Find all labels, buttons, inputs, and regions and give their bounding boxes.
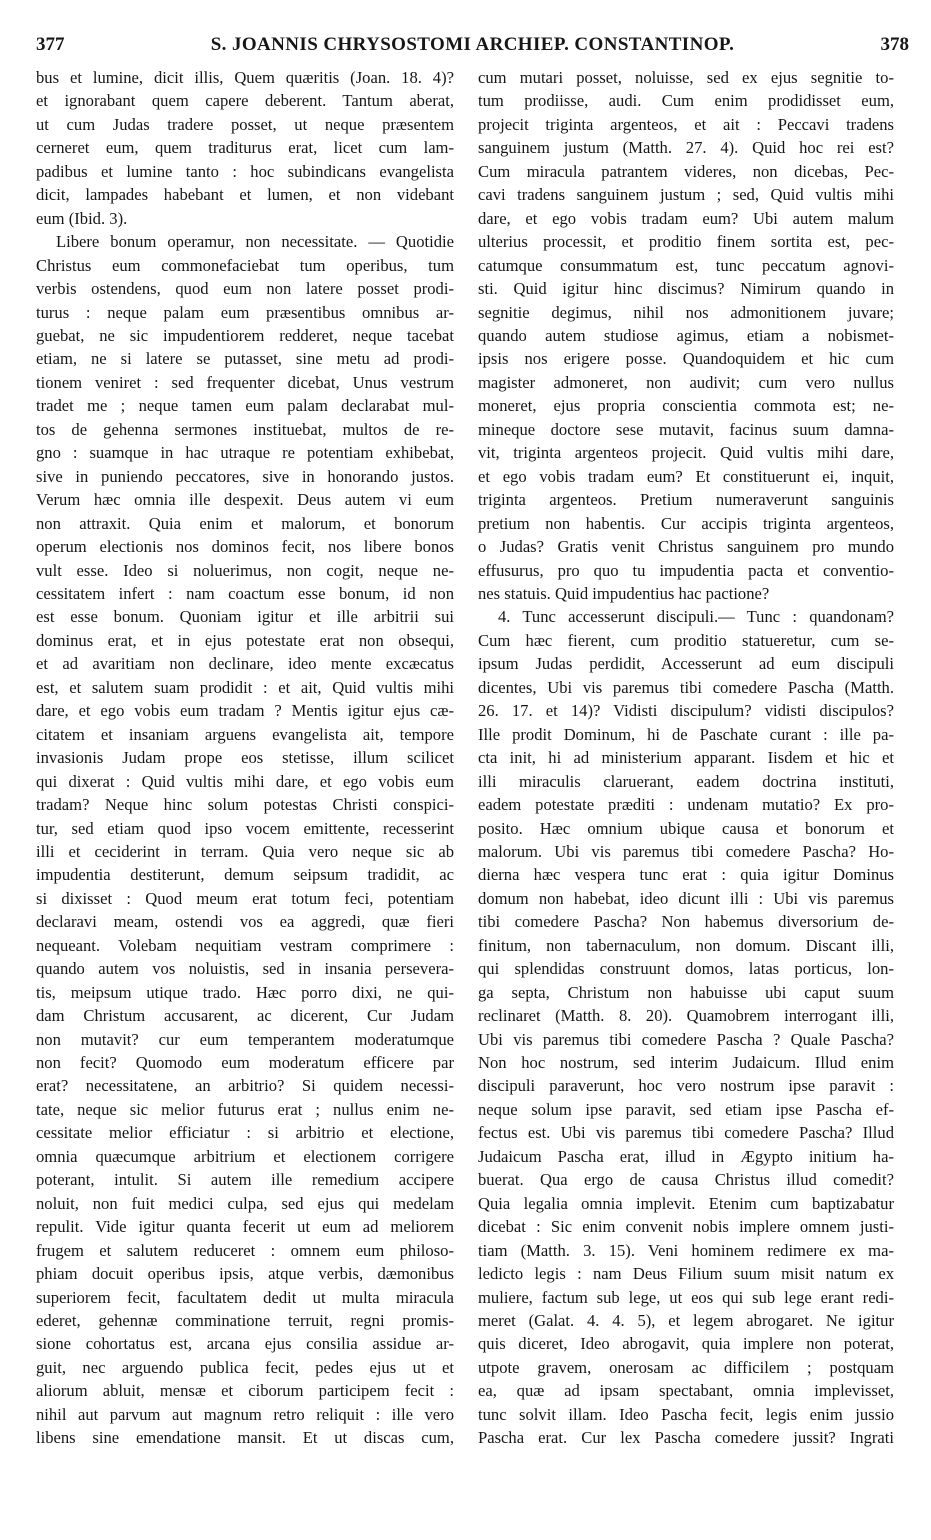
running-title: S. JOANNIS CHRYSOSTOMI ARCHIEP. CONSTANTINOP. — [210, 34, 735, 55]
text-line: effusurus, pro quo tu impudentia pacta et conventio- — [478, 560, 894, 580]
text-line: fectus est. Ubi vis paremus tibi comedere Pascha? Illud — [478, 1123, 894, 1143]
text-line: nes statuis. Quid impudentius hac pactione? — [478, 583, 770, 603]
text-line: domum non habebat, ideo dicunt illi : Ubi vis paremus — [478, 888, 894, 908]
text-line: Pascha erat. Cur lex Pascha comedere jussit? Ingrati — [478, 1428, 894, 1448]
right-page-number: 378 — [880, 34, 909, 55]
text-line: sti. Quid igitur hinc discimus? Nimirum quando in — [478, 279, 894, 299]
text-line: est esse bonum. Quoniam igitur et ille arbitrii sui — [36, 607, 454, 627]
text-line: Cum hæc fierent, cum proditio statueretur, cum se- — [478, 630, 894, 650]
text-line: cerneret eum, quem traditurus erat, licet cum lam- — [36, 138, 454, 158]
text-line: dicebat : Sic enim convenit nobis implere omnem justi- — [478, 1217, 894, 1237]
text-line: pretium non habentis. Cur accipis triginta argenteos, — [478, 513, 894, 533]
text-line: sione cohortatus est, arcana ejus consilia assidue ar- — [36, 1334, 454, 1354]
text-line: tionem veniret : sed frequenter dicebat, Unus vestrum — [36, 372, 454, 392]
text-line: non attraxit. Quia enim et malorum, et bonorum — [36, 513, 454, 533]
text-line: qui dixerat : Quid vultis mihi dare, et ego vobis eum — [36, 771, 454, 791]
text-line: cta init, hi ad ministerium apparant. Iisdem et hic et — [478, 748, 894, 768]
text-line: Libere bonum operamur, non necessitate. — Quotidie — [56, 232, 454, 252]
text-line: et ignorabant quem capere deberent. Tantum aberat, — [36, 91, 454, 111]
text-line: est, et salutem suam prodidit : et ait, Quid vultis mihi — [36, 677, 454, 697]
text-line: cum mutari posset, noluisse, sed ex ejus segnitie to- — [478, 68, 894, 87]
text-line: ipsis nos erigere posse. Quandoquidem et hic cum — [478, 349, 894, 369]
text-line: repulit. Vide igitur quanta fecerit ut eum ad meliorem — [36, 1217, 454, 1237]
text-line: padibus et lumine tanto : hoc subindicans evangelista — [36, 161, 454, 181]
left-text-column — [36, 66, 454, 1450]
text-line: buerat. Qua ergo de causa Christus illud comedit? — [478, 1170, 894, 1190]
text-line: quis diceret, Ideo abrogavit, quia implere non poterat, — [478, 1334, 894, 1354]
text-line: eum (Ibid. 3). — [36, 208, 128, 228]
text-line: posito. Hæc omnium ubique causa et bonorum et — [478, 818, 894, 838]
text-line: tis, meipsum utique trado. Hæc porro dixi, ne qui- — [36, 982, 454, 1002]
text-line: mineque doctore sese mutavit, facinus suum damna- — [478, 419, 894, 439]
text-line: et ego vobis tradam eum? Et constituerunt ei, inquit, — [478, 466, 894, 486]
text-line: Quia legalia omnia implevit. Etenim cum baptizabatur — [478, 1193, 894, 1213]
text-line: ut cum Judas tradere posset, ut neque præsentem — [36, 114, 454, 134]
text-line: dominus erat, et in ejus potestate erat non obsequi, — [36, 630, 454, 650]
text-line: si dixisset : Quod meum erat totum feci, potentiam — [36, 888, 454, 908]
text-line: neque solum ipse paravit, sed etiam ipse Pascha ef- — [478, 1099, 894, 1119]
text-line: tum prodiisse, audi. Cum enim prodidisset eum, — [478, 91, 894, 111]
text-line: non fecit? Quomodo eum moderatum efficere par — [36, 1053, 454, 1073]
text-line: catumque consummatum est, tunc peccatum agnovi- — [478, 255, 894, 275]
left-page-number: 377 — [36, 34, 65, 55]
text-line: aliorum abluit, mensæ et ciborum participem fecit : — [36, 1381, 454, 1401]
text-line: Ubi vis paremus tibi comedere Pascha ? Quale Pascha? — [478, 1029, 894, 1049]
text-line: meret (Galat. 4. 4. 5), et legem abrogaret. Ne igitur — [478, 1311, 894, 1331]
page-header — [36, 28, 909, 58]
text-line: dam Christum accusarent, ac dicerent, Cur Judam — [36, 1006, 454, 1026]
text-line: finitum, non tabernaculum, non domum. Discant illi, — [478, 935, 894, 955]
text-line: illi et ceciderint in terram. Quia vero neque sic ab — [36, 841, 454, 861]
text-line: malorum. Ubi vis paremus tibi comedere Pascha? Ho- — [478, 841, 894, 861]
text-line: turus : neque palam eum præsentibus omnibus ar- — [36, 302, 454, 322]
text-line: triginta argenteos. Pretium numeraverunt sanguinis — [478, 490, 894, 510]
text-line: ipsum Judas perdidit, Accesserunt ad eum discipuli — [478, 654, 894, 674]
text-line: moneret, ejus propria conscientia commota est; ne- — [478, 396, 894, 416]
text-line: tate, neque sic melior futurus erat ; nullus enim ne- — [36, 1099, 454, 1119]
text-line: impudentia destiterunt, demum seipsum tradidit, ac — [36, 865, 454, 885]
text-line: eadem potestate præditi : undenam mutatio? Ex pro- — [478, 795, 894, 815]
text-line: et ad avaritiam non declinare, ideo mente excæcatus — [36, 654, 454, 674]
text-line: qui splendidas construunt domos, latas porticus, lon- — [478, 959, 894, 979]
text-line: tunc solvit illam. Ideo Pascha fecit, legis enim jussio — [478, 1404, 894, 1424]
text-line: cessitatem infert : nam coactum esse bonum, id non — [36, 583, 454, 603]
text-line: ea, quæ ad ipsam spectabant, omnia implevisset, — [478, 1381, 894, 1401]
text-line: discipuli paraverunt, hoc vero nostrum ipse paravit : — [478, 1076, 894, 1096]
text-line: tradet me ; neque tamen eum palam declarabat mul- — [36, 396, 454, 416]
text-line: cessitate melior efficiatur : si arbitrio et electione, — [36, 1123, 454, 1143]
text-line: reclinaret (Matth. 8. 20). Quamobrem interrogant illi, — [478, 1006, 894, 1026]
text-line: dierna hæc vespera tunc erat : quia igitur Dominus — [478, 865, 894, 885]
text-line: ledicto legis : nam Deus Filium suum misit natum ex — [478, 1264, 894, 1284]
text-line: 4. Tunc accesserunt discipuli.— Tunc : quandonam? — [498, 607, 894, 627]
text-line: tibi comedere Pascha? Non habemus diversorium de- — [478, 912, 894, 932]
text-line: muliere, factum sub lege, ut eos qui sub lege erant redi- — [478, 1287, 894, 1307]
text-line: citatem et insaniam arguens evangelista ait, tempore — [36, 724, 454, 744]
text-line: Cum miracula patrantem videres, non dicebas, Pec- — [478, 161, 894, 181]
text-line: utpote gravem, onerosam ac difficilem ; postquam — [478, 1357, 894, 1377]
text-line: ederet, gehennæ comminatione terruit, regni promis- — [36, 1311, 454, 1331]
text-line: guebat, ne sic impudentiorem redderet, neque tacebat — [36, 325, 454, 345]
text-line: bus et lumine, dicit illis, Quem quæritis (Joan. 18. 4)? — [36, 68, 454, 87]
text-line: Judaicum Pascha erat, illud in Ægypto initium ha- — [478, 1146, 894, 1166]
text-line: noluit, non fuit medici culpa, sed ejus qui medelam — [36, 1193, 454, 1213]
text-line: libens sine emendatione mansit. Et ut discas cum, — [36, 1428, 454, 1448]
text-line: Non hoc nostrum, sed interim Judaicum. Illud enim — [478, 1053, 894, 1073]
text-line: erat? necessitatene, an arbitrio? Si quidem necessi- — [36, 1076, 454, 1096]
text-line: verbis ostendens, quod eum non latere posset prodi- — [36, 279, 454, 299]
text-line: etiam, ne si latere se putasset, sine metu ad prodi- — [36, 349, 454, 369]
text-line: guit, nec arguendo publica fecit, pedes ejus ut et — [36, 1357, 454, 1377]
text-line: sanguinem justum (Matth. 27. 4). Quid hoc rei est? — [478, 138, 894, 158]
text-line: invasionis Judam prope eos stetisse, illum scilicet — [36, 748, 454, 768]
text-line: ulterius processit, et proditio finem sortita est, pec- — [478, 232, 894, 252]
text-line: vit, triginta argenteos projecit. Quid vultis mihi dare, — [478, 443, 894, 463]
text-line: Ille prodit Dominum, hi de Paschate curant : ille pa- — [478, 724, 894, 744]
text-line: projecit triginta argenteos, et ait : Peccavi tradens — [478, 114, 894, 134]
text-line: illi miraculis claruerant, eadem doctrina instituti, — [478, 771, 894, 791]
text-line: sive in puniendo peccatores, sive in honorando justos. — [36, 466, 454, 486]
text-line: non mutavit? cur eum temperantem moderatumque — [36, 1029, 454, 1049]
text-line: tos de gehenna sermones instituebat, multos de re- — [36, 419, 454, 439]
text-line: tradam? Neque hinc solum potestas Christi conspici- — [36, 795, 454, 815]
text-line: nequeant. Volebam nequitiam vestram comprimere : — [36, 935, 454, 955]
text-line: Christus eum commonefaciebat tum operibus, tum — [36, 255, 454, 275]
text-line: phiam docuit operibus ipsis, atque verbis, dæmonibus — [36, 1264, 454, 1284]
text-line: quando autem studiose agimus, etiam a nobismet- — [478, 325, 894, 345]
text-line: 26. 17. et 14)? Vidisti discipulum? vidisti discipulos? — [478, 701, 894, 721]
text-line: vult esse. Ideo si noluerimus, non cogit, neque ne- — [36, 560, 454, 580]
text-line: ga septa, Christum non habuisse ubi caput suum — [478, 982, 894, 1002]
text-line: segnitie degimus, nihil nos admonitionem juvare; — [478, 302, 894, 322]
text-line: tur, sed etiam quod ipso vocem emittente, recesserint — [36, 818, 454, 838]
text-line: gno : suamque in hac utraque re potentiam exhibebat, — [36, 443, 454, 463]
text-line: frugem et salutem reduceret : omnem eum philoso- — [36, 1240, 454, 1260]
text-line: operum electionis nos dominos fecit, nos libere bonos — [36, 537, 454, 557]
text-line: cavi tradens sanguinem justum ; sed, Quid vultis mihi — [478, 185, 894, 205]
text-line: magister admoneret, non audivit; cum vero nullus — [478, 372, 894, 392]
text-line: dicentes, Ubi vis paremus tibi comedere Pascha (Matth. — [478, 677, 894, 697]
text-line: Verum hæc omnia ille despexit. Deus autem vi eum — [36, 490, 454, 510]
text-line: superiorem fecit, facultatem dedit ut multa miracula — [36, 1287, 454, 1307]
text-line: omnia quæcumque arbitrium et electionem corrigere — [36, 1146, 454, 1166]
text-line: poterant, intulit. Si autem ille remedium accipere — [36, 1170, 454, 1190]
text-line: declaravi meam, ostendi vos ea aggredi, quæ fieri — [36, 912, 454, 932]
text-line: o Judas? Gratis venit Christus sanguinem pro mundo — [478, 537, 894, 557]
text-line: dicit, lampades habebant et lumen, et non videbant — [36, 185, 454, 205]
right-text-column — [478, 66, 894, 1450]
text-line: quando autem vos noluistis, sed in insania persevera- — [36, 959, 454, 979]
text-line: nihil aut parvum aut magnum retro reliquit : ille vero — [36, 1404, 454, 1424]
text-line: dare, et ego vobis tradam eum? Ubi autem malum — [478, 208, 894, 228]
text-line: tiam (Matth. 3. 15). Veni hominem redimere ex ma- — [478, 1240, 894, 1260]
text-line: dare, et ego vobis eum tradam ? Mentis igitur ejus cæ- — [36, 701, 454, 721]
